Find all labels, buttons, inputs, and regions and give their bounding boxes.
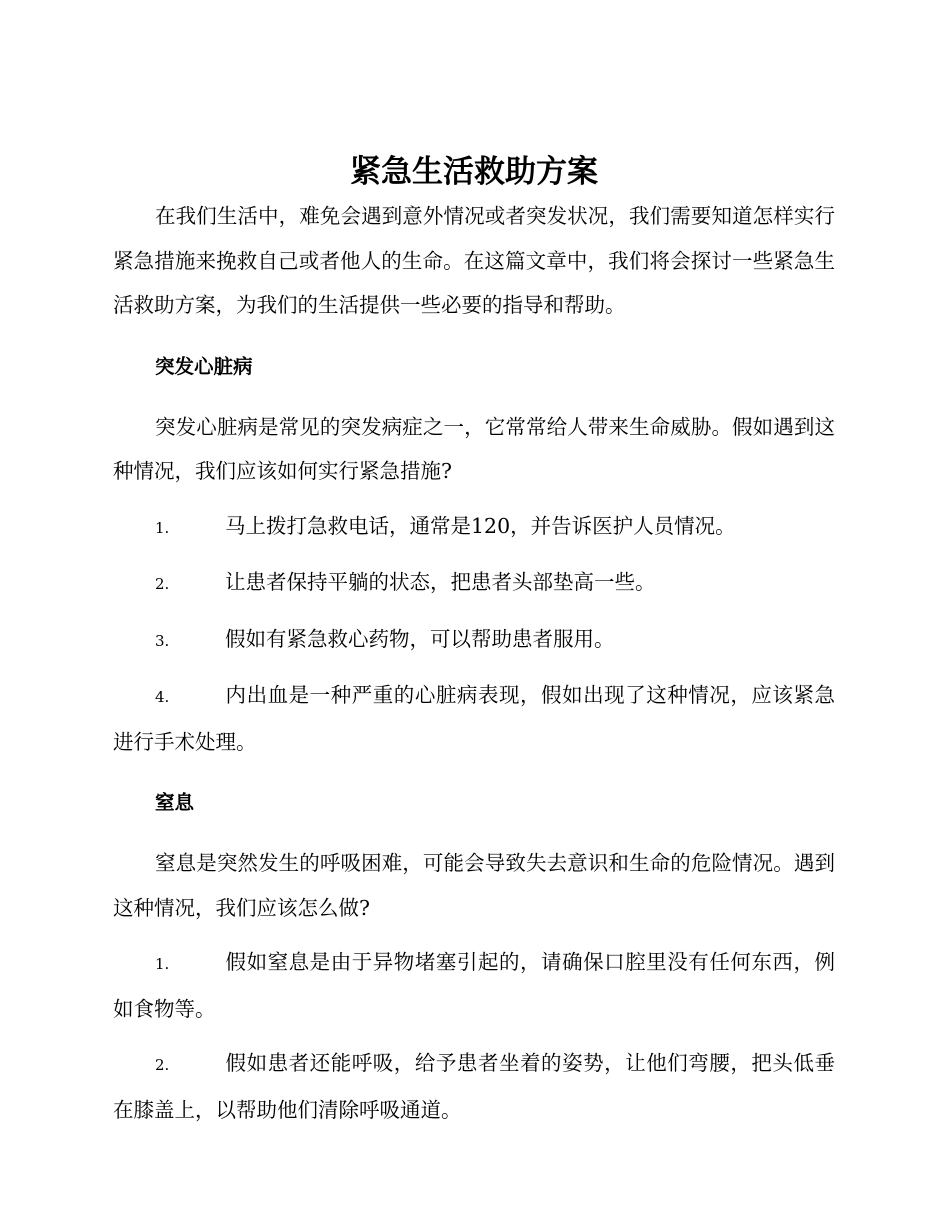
list-number: 1. — [155, 518, 170, 537]
section-paragraph-heart-attack: 突发心脏病是常见的突发病症之一，它常常给人带来生命威胁。假如遇到这种情况，我们应该如何实行紧急措施? — [113, 414, 835, 483]
list-text: 假如窒息是由于异物堵塞引起的，请确保口腔里没有任何东西，例如食物等。 — [113, 950, 835, 1021]
list-text: 假如患者还能呼吸，给予患者坐着的姿势，让他们弯腰，把头低垂在膝盖上，以帮助他们清除呼吸通道。 — [113, 1051, 835, 1122]
list-item — [113, 617, 835, 664]
section-heading-choking: 窒息 — [155, 791, 195, 814]
intro-paragraph: 在我们生活中，难免会遇到意外情况或者突发状况，我们需要知道怎样实行紧急措施来挽救自己或者他人的生命。在这篇文章中，我们将会探讨一些紧急生活救助方案，为我们的生活提供一些必要的指导和帮助。 — [113, 204, 835, 317]
list-number: 4. — [155, 688, 170, 706]
list-item — [113, 673, 835, 764]
list-text: 让患者保持平躺的状态，把患者头部垫高一些。 — [225, 570, 656, 594]
list-item — [113, 560, 835, 607]
list-text: 马上拨打急救电话，通常是120，并告诉医护人员情况。 — [225, 513, 736, 538]
list-item — [113, 1041, 835, 1132]
document-page — [113, 150, 835, 1132]
document-title: 紧急生活救助方案 — [350, 154, 598, 190]
list-number: 2. — [155, 1056, 170, 1074]
list-item — [113, 940, 835, 1031]
section-heading-heart-attack: 突发心脏病 — [155, 354, 253, 378]
list-number: 1. — [155, 955, 170, 973]
list-number: 2. — [155, 575, 170, 593]
list-text: 内出血是一种严重的心脏病表现，假如出现了这种情况，应该紧急进行手术处理。 — [113, 683, 835, 754]
list-number: 3. — [155, 631, 170, 650]
list-item — [113, 504, 835, 551]
section-paragraph-choking: 窒息是突然发生的呼吸困难，可能会导致失去意识和生命的危险情况。遇到这种情况，我们应该怎么做? — [113, 851, 835, 920]
list-text: 假如有紧急救心药物，可以帮助患者服用。 — [225, 626, 615, 651]
